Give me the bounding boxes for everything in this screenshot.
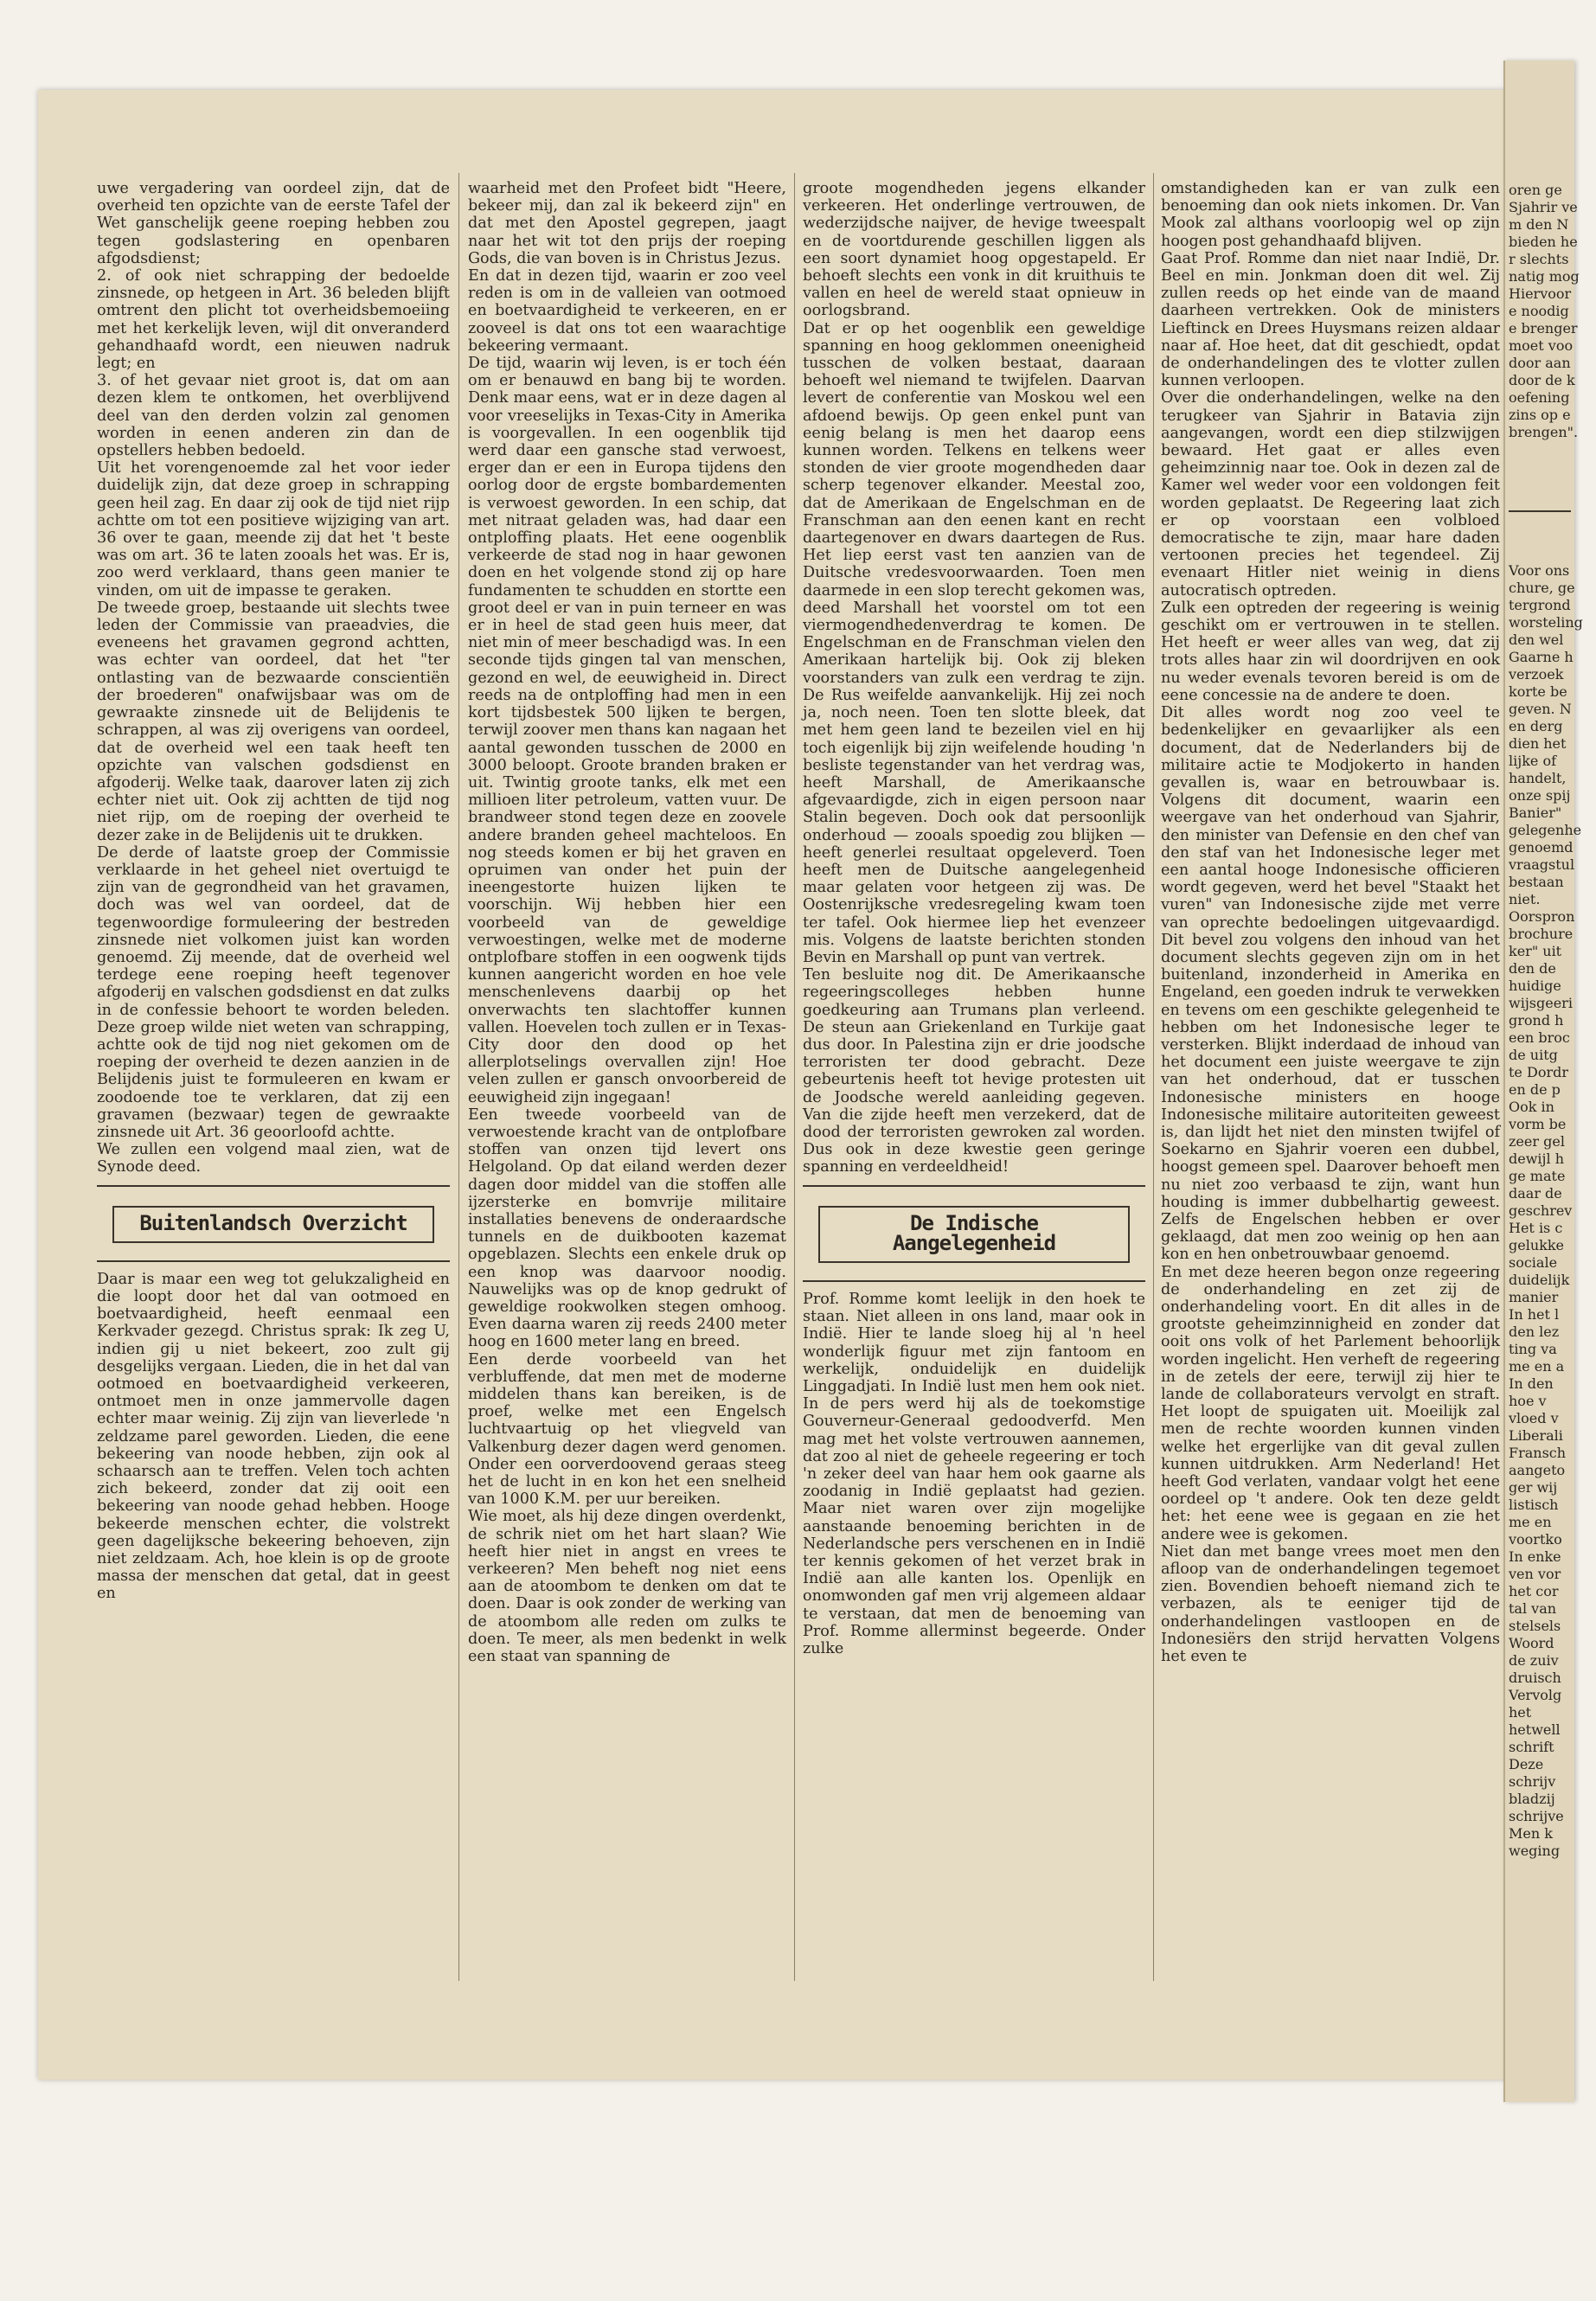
strip-line: grond h [1509, 1012, 1564, 1029]
strip-line: bladzij [1509, 1791, 1555, 1807]
strip-line: voortko [1509, 1531, 1562, 1548]
paragraph: En dat in dezen tijd, waarin er zoo veel reden is om in de valleien van ootmoed en boetvaardigheid te verkeeren, en er zooveel is dat ons tot een waarachtige bekeering vermaant. [468, 267, 786, 355]
strip-line: aangeto [1509, 1462, 1566, 1478]
strip-line: e brenger [1509, 320, 1578, 336]
strip-line: wijsgeeri [1509, 995, 1573, 1011]
strip-line: het [1509, 1704, 1532, 1721]
strip-line: vorm be [1509, 1116, 1567, 1132]
strip-line: chure, ge [1509, 580, 1575, 596]
strip-line: duidelijk [1509, 1272, 1570, 1288]
strip-line: Sjahrir ve [1509, 199, 1578, 215]
column-4 [1161, 180, 1500, 1979]
strip-line: en derg [1509, 718, 1563, 734]
strip-line: sociale [1509, 1254, 1558, 1271]
strip-line: bestaan [1509, 874, 1564, 890]
strip-divider [1509, 510, 1571, 512]
strip-line: gelegenhe [1509, 822, 1582, 838]
strip-line: hetwell [1509, 1721, 1561, 1738]
paragraph: 3. of het gevaar niet groot is, dat om aan dezen klem te ontkomen, het overblijvend deel van den derden volzin zal genomen worden in eenen anderen zin dan de opstellers hebben bedoeld. [97, 372, 450, 460]
strip-line: oren ge [1509, 182, 1562, 198]
column-2 [468, 180, 786, 1979]
strip-line: Vervolg [1509, 1687, 1562, 1703]
paragraph: omstandigheden kan er van zulk een benoeming dan ook niets inkomen. Dr. Van Mook zal althans voorloopig wel op zijn hoogen post gehandhaafd blijven. [1161, 180, 1500, 250]
strip-line: Gaarne h [1509, 649, 1574, 665]
paragraph: Prof. Romme komt leelijk in den hoek te staan. Niet alleen in ons land, maar ook in Indië. Hier te lande sloeg hij al 'n heel wonderlijk figuur met zijn fantoom en werkelijk, onduidelijk en duidelijk Linggadjati. In Indië lust men hem ook niet. In de pers werd hij als de toekomstige Gouverneur-Generaal gedoodverfd. Men mag met het volste vertrouwen aannemen, dat zoo al niet de geheele regeering er toch 'n zeker deel van haar hem ook gaarne als zoodanig in Indië geplaatst had gezien. Maar niet waren over zijn mogelijke aanstaande benoeming berichten in de Nederlandsche pers verschenen en in Indië ter kennis gekomen of het verzet brak in Indië aan alle kanten los. Openlijk en onomwonden gaf men vrij algemeen aldaar te verstaan, dat men de benoeming van Prof. Romme allerminst begeerde. Onder zulke [803, 1290, 1145, 1658]
strip-line: Men k [1509, 1825, 1553, 1842]
strip-line: een broc [1509, 1029, 1570, 1046]
strip-line: natig mog [1509, 268, 1580, 285]
strip-line: lijke of [1509, 753, 1556, 769]
strip-line: Oorspron [1509, 908, 1575, 925]
section-heading: De Indische Aangelegenheid [892, 1210, 1056, 1255]
paragraph: uwe vergadering van oordeel zijn, dat de overheid ten opzichte van de eerste Tafel der Wet ganschelijk geene roeping hebben zou tegen godslastering en openbaren afgodsdienst; [97, 180, 450, 267]
section-divider [97, 1185, 450, 1187]
strip-line: schrift [1509, 1739, 1554, 1755]
strip-line: geven. N [1509, 701, 1572, 717]
strip-line: schrijve [1509, 1808, 1564, 1824]
strip-line: genoemd [1509, 839, 1574, 856]
strip-line: hoe v [1509, 1393, 1547, 1409]
paragraph: 2. of ook niet schrapping der bedoelde zinsnede, op hetgeen in Art. 36 beleden blijft omtrent den plicht tot overheidsbemoeiing met het kerkelijk leven, wijl dit onveranderd gehandhaafd wordt, een nieuwen nadruk legt; en [97, 267, 450, 373]
strip-line: vraagstul [1509, 856, 1575, 873]
paragraph: Gaat Prof. Romme dan niet naar Indië, Dr. Beel en min. Jonkman doen dit wel. Zij zullen reeds op het einde van de maand daarheen vertrekken. Ook de ministers Lieftinck en Drees Huysmans reizen aldaar naar af. Hoe heet, dat dit geschiedt, opdat de onderhandelingen des te vlotter zullen kunnen verloopen. [1161, 249, 1500, 390]
strip-line: niet. [1509, 891, 1541, 907]
paragraph: Zulk een optreden der regeering is weinig geschikt om er vertrouwen in te stellen. Het heeft er weer alles van weg, dat zij trots alles haar zin wil doordrijven en ook nu weder evenals tevoren bereid is om de eene concessie na de andere te doen. [1161, 599, 1500, 704]
strip-line: e noodig [1509, 303, 1569, 319]
paragraph: Uit het vorengenoemde zal het voor ieder duidelijk zijn, dat deze groep in schrapping geen heil zag. En daar zij ook de tijd niet rijp achtte om tot een positieve wijziging van art. 36 over te gaan, meende zij dat het 't beste was om art. 36 te laten zooals het was. Er is, zoo werd verklaard, thans geen manier te vinden, om uit de impasse te geraken. [97, 459, 450, 599]
strip-line: den lez [1509, 1324, 1560, 1340]
strip-line: handelt, [1509, 770, 1567, 786]
strip-line: door aan [1509, 355, 1571, 371]
section-heading-box [112, 1206, 434, 1243]
strip-line: Het is c [1509, 1220, 1563, 1236]
strip-line: door de k [1509, 372, 1575, 388]
column-rule [794, 173, 795, 1981]
strip-line: schrijv [1509, 1773, 1556, 1790]
strip-line: korte be [1509, 683, 1567, 700]
paragraph: De tijd, waarin wij leven, is er toch één om er benauwd en bang bij te worden. Denk maar eens, wat er in deze dagen al voor vreeselijks in Texas-City in Amerika is voorgevallen. In een oogenblik tijd werd daar een gansche stad verwoest, erger dan er een in Europa tijdens den oorlog door de ergste bombardementen is verwoest geworden. In een schip, dat met nitraat geladen was, had daar een ontploffing plaats. Het eene oogenblik verkeerde de stad nog in haar gewonen doen en het volgende stond zij op hare fundamenten te schudden en stortte een groot deel er van in puin terneer en was er in heel de stad geen huis meer, dat niet min of meer beschadigd was. In een seconde tijds gingen tal van menschen, gezond en wel, de eeuwigheid in. Direct reeds na de ontploffing had men in een kort tijdsbestek 500 lijken te bergen, terwijl zoover men thans kan nagaan het aantal gewonden tusschen de 2000 en 3000 beloopt. Groote branden braken er uit. Twintig groote tanks, elk met een millioen liter petroleum, vatten vuur. De brandweer stond tegen deze en zoovele andere branden geheel machteloos. En nog steeds komen er bij het graven en opruimen van onder het puin der ineengestorte huizen lijken te voorschijn. Wij hebben hier een voorbeeld van de geweldige verwoestingen, welke met de moderne ontplofbare stoffen in een oogwenk tijds kunnen aangericht worden en hoe vele menschenlevens daarbij op het onverwachts ten slachtoffer kunnen vallen. Hoevelen toch zullen er in Texas-City door den dood op het allerplotselings overvallen zijn! Hoe velen zullen er gansch onvoorbereid de eeuwigheid zijn ingegaan! [468, 355, 786, 1106]
strip-line: zins op e [1509, 407, 1571, 423]
strip-line: me en a [1509, 1358, 1565, 1375]
strip-line: stelsels [1509, 1618, 1561, 1634]
column-3 [803, 180, 1145, 1979]
paragraph: Wie moet, als hij deze dingen overdenkt, de schrik niet om het hart slaan? Wie heeft hier niet in angst en vrees te verkeeren? Men beheft nog niet eens aan de atoombom te denken om dat te doen. Daar is ook zonder de werking van de atoombom alle reden om zulks te doen. Te meer, als men bedenkt in welk een staat van spanning de [468, 1508, 786, 1666]
column-1 [97, 180, 450, 1979]
section-divider [803, 1185, 1145, 1187]
paragraph: We zullen een volgend maal zien, wat de Synode deed. [97, 1141, 450, 1176]
strip-bottom-lines [1505, 562, 1583, 1860]
paragraph: Over die onderhandelingen, welke na den terugkeer van Sjahrir in Batavia zijn aangevangen, wordt een diep stilzwijgen bewaard. Het gaat er alles even geheimzinnig naar toe. Ook in dezen zal de Kamer wel weder voor een voldongen feit worden geplaatst. De Regeering laat zich er op voorstaan een volbloed democratische te zijn, maar hare daden vertoonen precies het tegendeel. Zij evenaart Hitler niet weinig in diens autocratisch optreden. [1161, 389, 1500, 599]
column-rule [458, 173, 459, 1981]
strip-line: In het l [1509, 1306, 1560, 1323]
paragraph: De derde of laatste groep der Commissie verklaarde in het geheel niet overtuigd te zijn van de gegrondheid van het gravamen, doch was wel van oordeel, dat de tegenwoordige formuleering der bestreden zinsnede niet volkomen juist kan worden genoemd. Zij meende, dat de overheid wel terdege eene roeping heeft tegenover afgoderij en valschen godsdienst en dat zulks in de confessie behoort te worden beleden. Deze groep wilde niet weten van schrapping, achtte ook de tijd nog niet gekomen om de roeping der overheid te dezen aanzien in de Belijdenis juist te formuleeren en kwam er zoodoende toe te verklaren, dat zij een gravamen (bezwaar) tegen de gewraakte zinsnede uit Art. 36 geoorloofd achtte. [97, 843, 450, 1141]
strip-line: Woord [1509, 1635, 1554, 1651]
strip-line: den wel [1509, 631, 1564, 648]
strip-line: Banier" [1509, 804, 1562, 821]
strip-line: zeer gel [1509, 1133, 1565, 1150]
strip-line: moet voo [1509, 337, 1574, 354]
strip-line: het cor [1509, 1583, 1559, 1599]
paragraph: Niet dan met bange vrees moet men den afloop van de onderhandelingen tegemoet zien. Bovendien behoeft niemand zich te verbazen, als te eeniger tijd de onderhandelingen vastloopen en de Indonesiërs den strijd hervatten Volgens het even te [1161, 1542, 1500, 1666]
strip-line: Fransch [1509, 1445, 1567, 1461]
strip-line: Liberali [1509, 1427, 1563, 1444]
strip-line: geschrev [1509, 1202, 1573, 1219]
strip-line: vloed v [1509, 1410, 1559, 1426]
strip-line: oefening [1509, 389, 1570, 406]
strip-line: tergrond [1509, 597, 1571, 613]
strip-line: den de [1509, 960, 1556, 977]
strip-line: ven vor [1509, 1566, 1561, 1582]
paragraph: groote mogendheden jegens elkander verkeeren. Het onderlinge vertrouwen, de wederzijdsche naijver, de hevige tweespalt en de voortdurende geschillen liggen als een soort dynamiet hoog opgestapeld. Er behoeft slechts een vonk in dit kruithuis te vallen en heel de wereld staat opnieuw in oorlogsbrand. [803, 180, 1145, 320]
strip-line: In den [1509, 1375, 1554, 1392]
strip-line: worsteling [1509, 614, 1583, 631]
strip-line: de zuiv [1509, 1652, 1559, 1669]
section-divider [803, 1280, 1145, 1282]
section-heading: Buitenlandsch Overzicht [139, 1210, 407, 1235]
paragraph: Een tweede voorbeeld van de verwoestende kracht van de ontplofbare stoffen van onzen tijd levert ons Helgoland. Op dat eiland werden dezer dagen door middel van die stoffen alle ijzersterke en bomvrije militaire installaties benevens de onderaardsche tunnels en de duikbooten kazemat opgeblazen. Slechts een enkele druk op een knop was daarvoor noodig. Nauwelijks was op de knop gedrukt of geweldige rookwolken stegen omhoog. Even daarna waren zij reeds 2400 meter hoog en 1600 meter lang en breed. [468, 1106, 786, 1351]
strip-line: tal van [1509, 1600, 1557, 1617]
strip-line: dewijl h [1509, 1150, 1564, 1167]
strip-line: manier [1509, 1289, 1559, 1305]
strip-line: Hiervoor [1509, 285, 1572, 302]
paragraph: Dit alles wordt nog zoo veel te bedenkelijker en gevaarlijker als een document, dat de Nederlanders bij de militaire actie te Modjokerto in handen gevallen is, waar en betrouwbaar is. Volgens dit document, waarin een weergave van het onderhoud van Sjahrir, den minister van Defensie en den chef van den staf van het Indonesische leger met een aantal hooge Indonesische officieren wordt gegeven, werd het bevel "Staakt het vuren" van Indonesische zijde met verre van oprechte bedoelingen uitgevaardigd. Dit bevel zou volgens den inhoud van het document slechts gegeven zijn om in het buitenland, inzonderheid in Amerika en Engeland, een goeden indruk te verwekken en tevens om een geschikte gelegenheid te hebben om het Indonesische leger te versterken. Blijkt inderdaad de inhoud van het document een juiste weergave te zijn van het onderhoud, dat er tusschen Indonesische ministers en hooge Indonesische militaire autoriteiten geweest is, dan lijdt het niet den minsten twijfel of Soekarno en Sjahrir voeren een dubbel, hoogst gemeen spel. Daarover behoeft men nu niet zoo verbaasd te zijn, want hun houding is immer dubbelhartig geweest. Zelfs de Engelschen hebben er over geklaagd, dat men zoo weinig op hen aan kon en hen onbetrouwbaar genoemd. [1161, 704, 1500, 1264]
strip-line: Deze [1509, 1756, 1544, 1772]
section-divider [97, 1260, 450, 1262]
section-heading-box [818, 1206, 1130, 1263]
strip-line: ger wij [1509, 1479, 1558, 1496]
strip-line: en de p [1509, 1081, 1561, 1098]
column-rule [1153, 173, 1154, 1981]
paragraph: Een derde voorbeeld van het verbluffende, dat men met de moderne middelen thans kan bereiken, is de proef, welke met een Engelsch luchtvaartuig op het vliegveld van Valkenburg dezer dagen werd genomen. Onder een oorverdoovend geraas steeg het de lucht in en kon het een snelheid van 1000 K.M. per uur bereiken. [468, 1350, 786, 1509]
strip-line: Voor ons [1509, 562, 1570, 579]
strip-line: ting va [1509, 1341, 1557, 1357]
strip-line: listisch [1509, 1497, 1559, 1513]
paragraph: De tweede groep, bestaande uit slechts twee leden der Commissie van praeadvies, die eveneens het gravamen gegrond achtten, was echter van oordeel, dat het "ter ontlasting van de bezwaarde conscientiën der broederen" onafwijsbaar was om de gewraakte zinsnede uit de Belijdenis te schrappen, al was zij overigens van oordeel, dat de overheid wel een taak heeft ten opzichte van valschen godsdienst en afgoderij. Welke taak, daarover laten zij zich echter niet uit. Ook zij achtten de tijd nog niet rijp, om de roeping der overheid te dezer zake in de Belijdenis uit te drukken. [97, 599, 450, 844]
next-page-edge [1503, 61, 1583, 2102]
strip-line: brengen". [1509, 424, 1579, 440]
paragraph: Dat er op het oogenblik een geweldige spanning en hoog geklommen oneenigheid tusschen de volken bestaat, daaraan behoeft wel niemand te twijfelen. Daarvan levert de conferentie van Moskou wel een afdoend bewijs. Op geen enkel punt van eenig belang is men het daarop eens kunnen worden. Telkens en telkens weer stonden de vier groote mogendheden daar scherp tegenover elkander. Meestal zoo, dat de Amerikaan de Engelschman en de Franschman aan den eenen kant en recht daartegenover en dwars daartegen de Rus. Het liep eerst vast ten aanzien van de Duitsche vredesvoorwaarden. Toen men daarmede in een slop terecht gekomen was, deed Marshall het voorstel om tot een viermogendhedenverdrag te komen. De Engelschman en de Franschman vielen den Amerikaan hartelijk bij. Ook zij bleken voorstanders van zulk een verdrag te zijn. De Rus weifelde aanvankelijk. Hij zei noch ja, noch neen. Toen ten slotte bleek, dat met hem geen land te bezeilen viel en hij toch eigenlijk bij zijn weifelende houding 'n besliste tegenstander van het verdrag was, heeft Marshall, de Amerikaansche afgevaardigde, zich in eigen persoon naar Stalin begeven. Doch ook dat persoonlijk onderhoud — zooals spoedig zou blijken — heeft generlei resultaat opgeleverd. Toen heeft men de Duitsche aangelegenheid maar gelaten voor hetgeen zij was. De Oostenrijksche vredesregeling kwam toen ter tafel. Ook hiermee liep het evenzeer mis. Volgens de laatste berichten stonden Bevin en Marshall op punt van vertrek. [803, 319, 1145, 966]
strip-line: In enke [1509, 1548, 1561, 1565]
paragraph: waarheid met den Profeet bidt "Heere, bekeer mij, dan zal ik bekeerd zijn" en dat met den Apostel gegrepen, jaagt naar het wit tot den prijs der roeping Gods, die van boven is in Christus Jezus. [468, 180, 786, 267]
strip-line: me en [1509, 1514, 1552, 1530]
strip-line: m den N [1509, 216, 1569, 233]
strip-line: brochure [1509, 926, 1574, 942]
strip-line: te Dordr [1509, 1064, 1568, 1080]
strip-line: druisch [1509, 1670, 1561, 1686]
strip-line: weging [1509, 1843, 1561, 1859]
strip-line: dien het [1509, 735, 1567, 752]
strip-line: de uitg [1509, 1047, 1558, 1063]
strip-line: bieden he [1509, 234, 1578, 250]
strip-line: r slechts [1509, 251, 1569, 267]
strip-line: verzoek [1509, 666, 1564, 683]
strip-line: ker" uit [1509, 943, 1562, 959]
paragraph: Daar is maar een weg tot gelukzaligheid en die loopt door het dal van ootmoed en boetvaardigheid, heeft eenmaal een Kerkvader gezegd. Christus sprak: Ik zeg U, indien gij u niet bekeert, zoo zult gij desgelijks vergaan. Lieden, die in het dal van ootmoed en boetvaardigheid verkeeren, ontmoet men in onze jammervolle dagen echter maar weinig. Zij zijn van lieverlede 'n zeldzame parel geworden. Lieden, die eene bekeering van noode hebben, zijn ook al schaarsch aan te treffen. Velen toch achten zich bekeerd, zonder dat zij ooit een bekeering van noode gehad hebben. Hooge bekeerde menschen echter, die volstrekt geen dagelijksche bekeering behoeven, zijn niet zeldzaam. Ach, hoe klein is op de groote massa der menschen dat getal, dat in geest en [97, 1270, 450, 1603]
paragraph: En met deze heeren begon onze regeering de onderhandeling en zet zij de onderhandeling voort. En dit alles in de grootste geheimzinnigheid en zonder dat ooit ons volk of het Parlement behoorlijk worden ingelicht. Hen verheft de regeering in de zetels der eere, terwijl zij hier te lande de collaborateurs vervolgt en straft. Het loopt de spuigaten uit. Moeilijk zal men de rechte woorden kunnen vinden welke het ergerlijke van dit geval zullen kunnen uitdrukken. Arm Nederland! Het heeft God verlaten, vandaar volgt het eene oordeel op 't andere. Ook ten deze geldt het: het eene wee is gegaan en zie het andere wee is gekomen. [1161, 1263, 1500, 1543]
strip-line: onze spij [1509, 787, 1571, 804]
strip-line: daar de [1509, 1185, 1562, 1202]
paragraph: Ten besluite nog dit. De Amerikaansche regeeringscolleges hebben hunne goedkeuring aan Trumans plan verleend. De steun aan Griekenland en Turkije gaat dus door. In Palestina zijn er drie joodsche terroristen ter dood gebracht. Deze gebeurtenis heeft tot hevige protesten uit de Joodsche wereld aanleiding gegeven. Van die zijde heeft men verzekerd, dat de dood der terroristen gewroken zal worden. Dus ook in deze kwestie geen geringe spanning en verdeeldheid! [803, 966, 1145, 1176]
strip-line: ge mate [1509, 1168, 1566, 1184]
strip-line: huidige [1509, 977, 1561, 994]
strip-line: Ook in [1509, 1099, 1554, 1115]
strip-line: gelukke [1509, 1237, 1564, 1253]
strip-top-lines [1505, 182, 1580, 441]
